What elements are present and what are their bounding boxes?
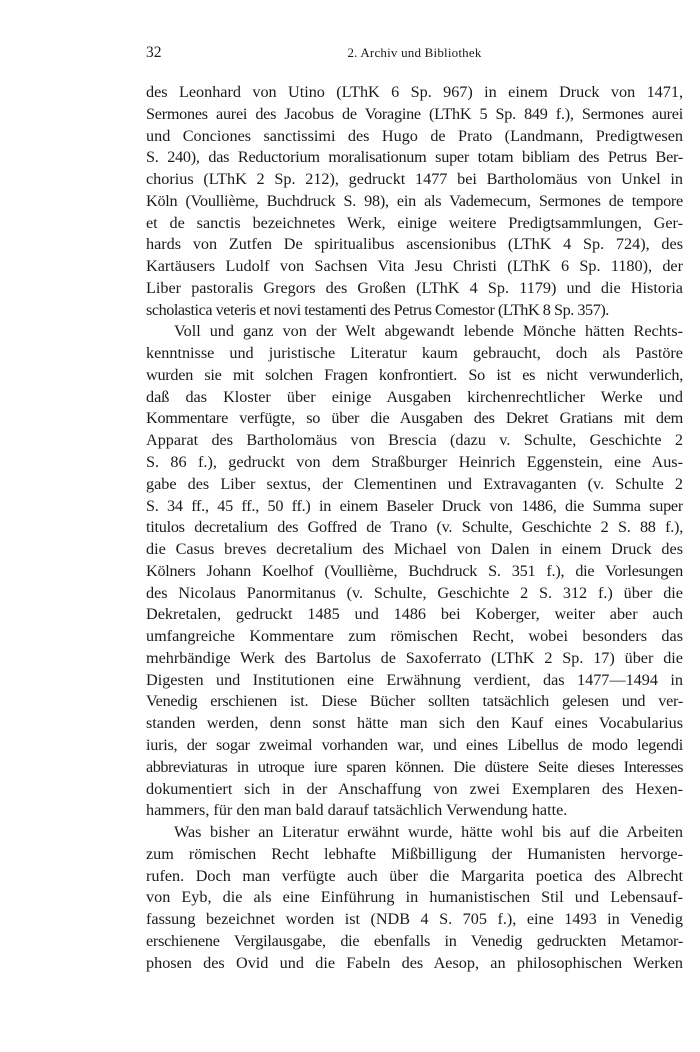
text-line: mehrbändige Werk des Bartolus de Saxoferrato (LThK 2 Sp. 17) über die [146,648,683,667]
text-line: iuris, der sogar zweimal vorhanden war, und eines Libellus de modo legendi [146,735,683,754]
text-line: gabe des Liber sextus, der Clementinen und Extravaganten (v. Schulte 2 [146,474,683,493]
text-line: wurden sie mit solchen Fragen konfrontiert. So ist es nicht verwunderlich, [146,365,683,384]
body-text [146,82,683,974]
text-line: zum römischen Recht lebhafte Mißbilligung der Humanisten hervorge- [146,844,683,863]
text-line: S. 34 ff., 45 ff., 50 ff.) in einem Baseler Druck von 1486, die Summa super [146,496,683,515]
text-line: und Conciones sanctissimi des Hugo de Prato (Landmann, Predigtwesen [146,126,683,145]
text-line: Kölners Johann Koelhof (Voullième, Buchdruck S. 351 f.), die Vorlesungen [146,561,683,580]
text-line: Liber pastoralis Gregors des Großen (LThK 4 Sp. 1179) und die Historia [146,278,683,297]
text-line: die Casus breves decretalium des Michael von Dalen in einem Druck des [146,540,683,559]
text-line: standen werden, denn sonst hätte man sich den Kauf eines Vocabularius [146,714,683,733]
text-line: Köln (Voullième, Buchdruck S. 98), ein als Vademecum, Sermones de tempore [146,191,683,210]
text-line: hards von Zutfen De spiritualibus ascensionibus (LThK 4 Sp. 724), des [146,235,683,254]
text-line: Kartäusers Ludolf von Sachsen Vita Jesu Christi (LThK 6 Sp. 1180), der [146,257,683,276]
text-line: fassung bezeichnet worden ist (NDB 4 S. 705 f.), eine 1493 in Venedig [146,910,683,929]
text-line: dokumentiert sich in der Anschaffung von zwei Exemplaren des Hexen- [146,779,683,798]
text-line: erschienene Vergilausgabe, die ebenfalls in Venedig gedruckten Metamor- [146,931,683,950]
text-line: titulos decretalium des Goffred de Trano (v. Schulte, Geschichte 2 S. 88 f.), [146,518,683,537]
text-line: Venedig erschienen ist. Diese Bücher sollten tatsächlich gelesen und ver- [146,692,683,711]
text-line: Dekretalen, gedruckt 1485 und 1486 bei Koberger, weiter aber auch [146,605,683,624]
text-line: phosen des Ovid und die Fabeln des Aesop, an philosophischen Werken [146,953,683,972]
text-line: abbreviaturas in utroque iure sparen können. Die düstere Seite dieses Interesses [146,757,683,776]
text-line: S. 86 f.), gedruckt von dem Straßburger Heinrich Eggenstein, eine Aus- [146,453,683,472]
text-line: Sermones aurei des Jacobus de Voragine (LThK 5 Sp. 849 f.), Sermones aurei [146,104,683,123]
text-line: scholastica veteris et novi testamenti des Petrus Comestor (LThK 8 Sp. 357). [146,300,609,319]
paragraph-first-line: Was bisher an Literatur erwähnt wurde, hätte wohl bis auf die Arbeiten [174,823,683,842]
text-line: hammers, für den man bald darauf tatsächlich Verwendung hatte. [146,801,568,820]
text-line: S. 240), das Reductorium moralisationum super totam bibliam des Petrus Ber- [146,148,683,167]
text-line: et de sanctis bezeichnetes Werk, einige weitere Predigtsammlungen, Ger- [146,213,683,232]
running-head [146,44,683,64]
text-line: chorius (LThK 2 Sp. 212), gedruckt 1477 bei Bartholomäus von Unkel in [146,170,683,189]
text-line: des Nicolaus Panormitanus (v. Schulte, Geschichte 2 S. 312 f.) über die [146,583,683,602]
text-line: des Leonhard von Utino (LThK 6 Sp. 967) in einem Druck von 1471, [146,83,683,101]
text-line: von Eyb, die als eine Einführung in humanistischen Stil und Lebensauf- [146,888,683,907]
text-line: kenntnisse und juristische Literatur kaum gebraucht, doch als Pastöre [146,344,683,363]
paragraph-first-line: Voll und ganz von der Welt abgewandt lebende Mönche hätten Rechts- [174,322,683,341]
page-number: 32 [146,44,162,61]
text-line: Apparat des Bartholomäus von Brescia (dazu v. Schulte, Geschichte 2 [146,431,683,450]
text-line: rufen. Doch man verfügte auch über die Margarita poetica des Albrecht [146,866,683,885]
text-line: Kommentare verfügte, so über die Ausgaben des Dekret Gratians mit dem [146,409,683,428]
running-title: 2. Archiv und Bibliothek [347,45,482,60]
text-line: Digesten und Institutionen eine Erwähnung verdient, das 1477—1494 in [146,670,683,689]
text-line: daß das Kloster über einige Ausgaben kirchenrechtlicher Werke und [146,387,683,406]
text-line: umfangreiche Kommentare zum römischen Recht, wobei besonders das [146,627,683,646]
